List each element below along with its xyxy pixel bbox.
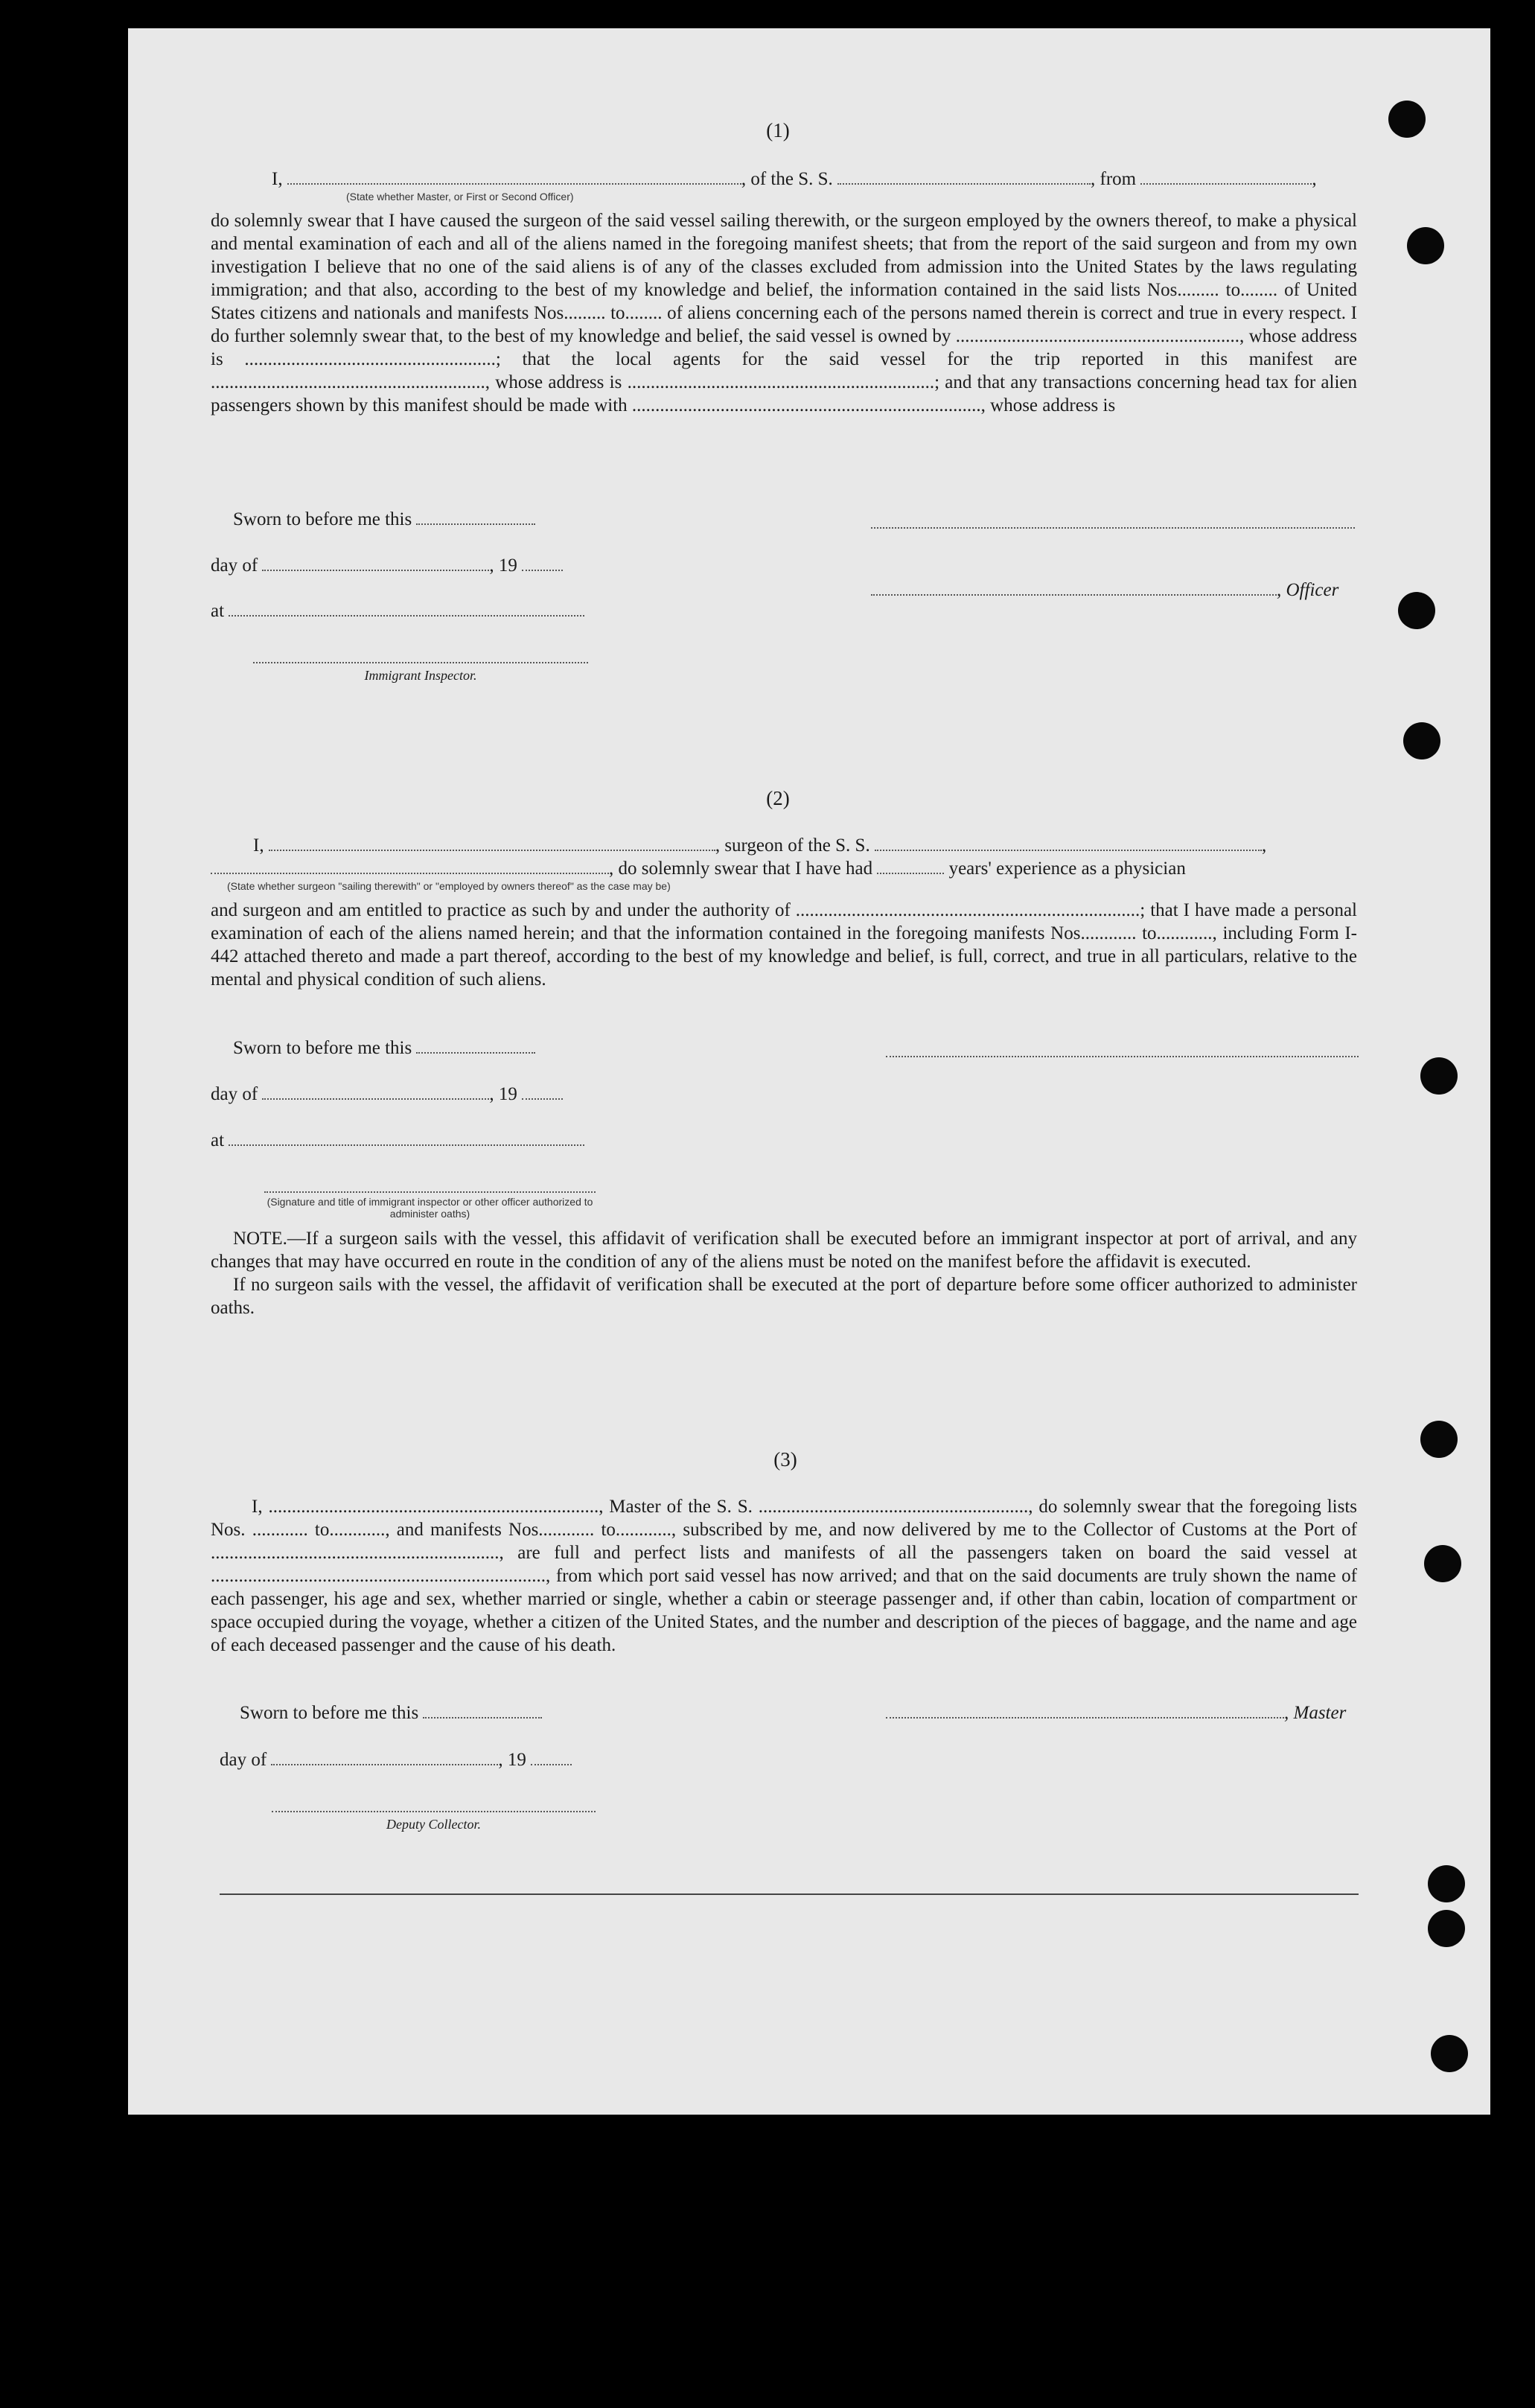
s3-collector-caption: Deputy Collector. [386,1817,481,1832]
section-1-number: (1) [766,119,790,141]
s1-inspector-caption: Immigrant Inspector. [364,668,477,683]
s3-master-line: , Master [886,1702,1346,1724]
section-2-number: (2) [766,787,790,809]
s2-note-1: NOTE.—If a surgeon sails with the vessel, this affidavit of verification shall be executed before an immigrant inspector at port of arrival, and any changes that may have occurred en route in the condition of any of the aliens must be noted on the manifest before the affidavit is executed. [211,1229,1357,1272]
s2-oath-text: and surgeon and am entitled to practice as such by and under the authority of ..........................................................................; that I have made a personal examination of each of the aliens named herein; and that the information contained in the foregoing manifests Nos............ to............, including Form I-442 attached thereto and made a part thereof, according to the best of my knowledge and belief, is full, correct, and true in all particulars, relative to the mental and physical condition of such aliens. [211,900,1357,990]
s3-dayof: day of , 19 [220,1749,572,1771]
punch-hole [1428,1910,1465,1947]
punch-hole [1420,1421,1458,1458]
s2-line2: , do solemnly swear that I have had years' experience as a physician [211,858,1186,879]
punch-hole [1424,1545,1461,1582]
footer-rule [220,1893,1359,1895]
s2-inspector-caption: (Signature and title of immigrant inspector or other officer authorized to administer oaths) [267,1196,593,1220]
s2-surgeon-hint: (State whether surgeon "sailing therewith" or "employed by owners thereof" as the case may be) [227,880,671,892]
s1-at: at [211,600,584,622]
punch-hole [1431,2035,1468,2072]
s1-dayof: day of , 19 [211,555,563,576]
s2-inspector-line [264,1191,596,1193]
s1-signature-line [871,527,1355,529]
s1-officer-line: , Officer [871,579,1338,601]
s2-note [211,1227,1357,1319]
punch-hole [1388,101,1426,138]
s2-dayof: day of , 19 [211,1083,563,1105]
s2-note-2: If no surgeon sails with the vessel, the affidavit of verification shall be executed at the port of departure before some officer authorized to administer oaths. [211,1275,1357,1318]
s3-sworn: Sworn to before me this [240,1702,542,1724]
s2-signature-line [886,1056,1359,1057]
s3-collector-line [272,1811,596,1812]
punch-hole [1403,722,1440,759]
s1-officer-hint: (State whether Master, or First or Second Officer) [346,191,574,203]
s2-at: at [211,1130,584,1151]
s1-oath-text: do solemnly swear that I have caused the surgeon of the said vessel sailing therewith, or the surgeon employed by the owners thereof, to make a physical and mental examination of each and all of the aliens named in the foregoing manifest sheets; that from the report of the said surgeon and from my own investigation I believe that no one of the said aliens is of any of the classes excluded from admission into the United States by the laws regulating immigration; and that also, according to the best of my knowledge and belief, the information contained in the said lists Nos......... to........ of United States citizens and nationals and manifests Nos......... to........ of aliens concerning each of the persons named therein is correct and true in every respect. I do further solemnly swear that, to the best of my knowledge and belief, the said vessel is owned by ............................................................., whose address is ......................................................; that the local agents for the said vessel for the trip reported in this manifest are ..........................................................., whose address is ..................................................................; and that any transactions concerning head tax for alien passengers shown by this manifest should be made with ..........................................................................., whose address is [211,211,1357,415]
s1-sworn: Sworn to before me this [233,509,535,530]
punch-hole [1398,592,1435,629]
section-3-number: (3) [773,1448,797,1471]
punch-hole [1407,227,1444,264]
punch-hole [1428,1865,1465,1902]
s3-oath-text: I, ......................................................................., Master of the S. S. .........................................................., do solemnly swear that the foregoing lists Nos. ............ to............, and manifests Nos............ to............, subscribed by me, and now delivered by me to the Collector of Customs at the Port of .............................................................., are full and perfect lists and manifests of all the passengers taken on board the said vessel at ........................................................................, from which port said vessel has now arrived; and that on the said documents are truly shown the name of each passenger, his age and sex, whether married or single, whether a cabin or steerage passenger and, if other than cabin, location of compartment or space occupied during the voyage, whether a citizen of the United States, and the number and description of the pieces of baggage, and the name and age of each deceased passenger and the cause of his death. [211,1497,1357,1655]
s1-line1: I, , of the S. S. , from , [272,169,1317,189]
s2-sworn: Sworn to before me this [233,1037,535,1059]
s1-inspector-line [253,662,588,663]
s2-line1: I, , surgeon of the S. S. , [253,835,1267,856]
punch-hole [1420,1057,1458,1095]
